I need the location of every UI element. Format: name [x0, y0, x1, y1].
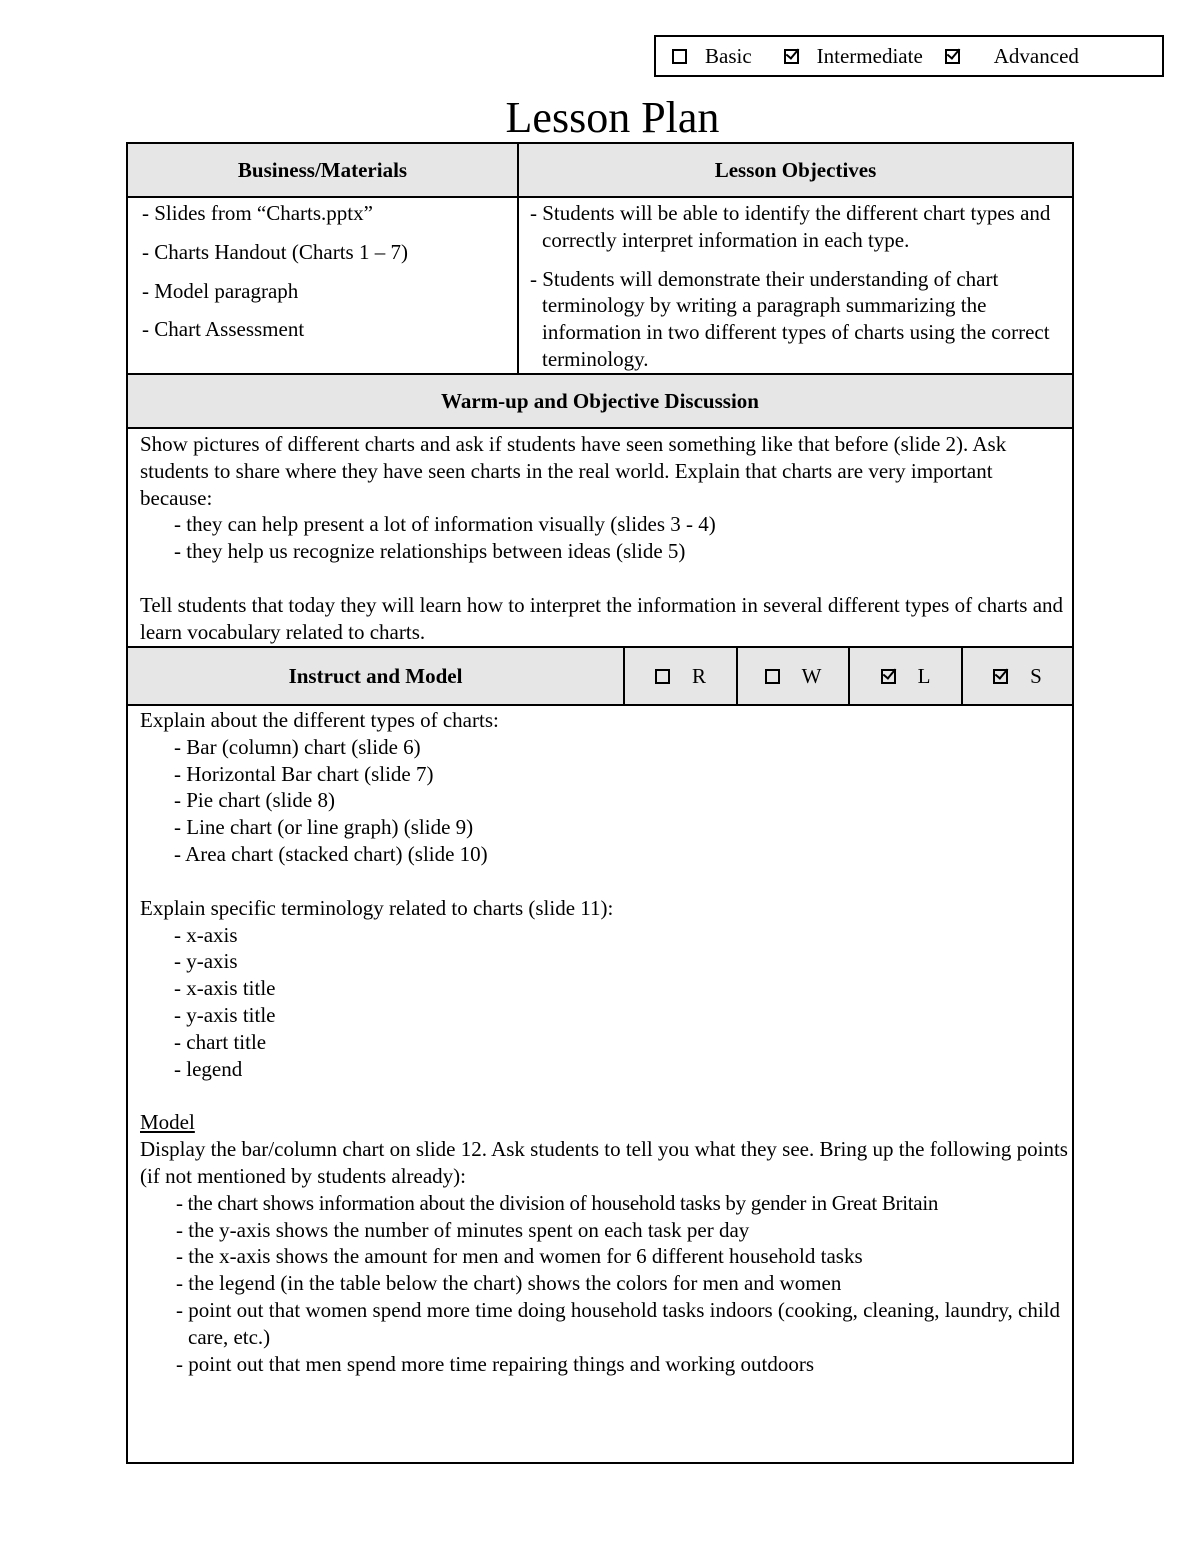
warmup-header: Warm-up and Objective Discussion	[128, 375, 1072, 427]
lesson-plan-table	[126, 142, 1074, 1464]
warmup-content	[140, 431, 1065, 646]
lesson-objectives-header: Lesson Objectives	[519, 144, 1072, 196]
skill-label: W	[801, 663, 822, 688]
instruct-model-header: Instruct and Model	[128, 648, 623, 704]
list-item: - Charts Handout (Charts 1 – 7)	[142, 239, 408, 264]
skill-speaking[interactable]	[963, 648, 1072, 704]
list-item: - the y-axis shows the number of minutes spent on each task per day	[176, 1217, 750, 1242]
skill-level-box	[654, 35, 1164, 77]
list-item: - point out that men spend more time repairing things and working outdoors	[176, 1351, 815, 1376]
list-item: - Pie chart (slide 8)	[174, 788, 335, 813]
list-item: - point out that women spend more time doing household tasks indoors (cooking, cleaning, laundry, child care, etc.)	[176, 1297, 1060, 1349]
skill-label: S	[1030, 663, 1042, 688]
list-item: - Line chart (or line graph) (slide 9)	[174, 815, 474, 840]
list-item: - the legend (in the table below the chart) shows the colors for men and women	[176, 1271, 842, 1296]
types-intro: Explain about the different types of charts:	[140, 708, 499, 732]
business-materials-header: Business/Materials	[128, 144, 517, 196]
list-item: - y-axis title	[174, 1002, 276, 1027]
checkbox-icon[interactable]	[881, 669, 896, 684]
list-item: - Students will demonstrate their understanding of chart terminology by writing a paragraph summarizing the information in two different types of charts using the correct terminology.	[530, 266, 1050, 371]
skill-label: R	[691, 663, 706, 688]
list-item: - x-axis	[174, 922, 238, 947]
instruct-content	[140, 707, 1068, 1377]
checkbox-icon[interactable]	[765, 669, 780, 684]
level-label: Basic	[705, 43, 752, 68]
checkbox-icon[interactable]	[993, 669, 1008, 684]
list-item: - Students will be able to identify the different chart types and correctly interpret information in each type.	[530, 201, 1051, 252]
list-item: - they help us recognize relationships between ideas (slide 5)	[174, 539, 686, 564]
warmup-intro: Show pictures of different charts and ask if students have seen something like that before (slide 2). Ask students to share where they have seen charts in the real world. Explain that charts are very important because:	[140, 432, 1007, 510]
list-item: - Chart Assessment	[142, 317, 305, 342]
level-intermediate[interactable]	[784, 44, 923, 69]
list-item: - Slides from “Charts.pptx”	[142, 201, 373, 225]
checkbox-icon[interactable]	[945, 49, 960, 64]
level-basic[interactable]	[672, 44, 752, 69]
checkbox-icon[interactable]	[784, 49, 799, 64]
list-item: - Area chart (stacked chart) (slide 10)	[174, 841, 488, 866]
list-item: - chart title	[174, 1029, 267, 1054]
list-item: - they can help present a lot of information visually (slides 3 - 4)	[174, 512, 716, 537]
list-item: - legend	[174, 1056, 243, 1081]
skill-writing[interactable]	[738, 648, 848, 704]
level-label: Advanced	[993, 43, 1079, 68]
list-item: - the x-axis shows the amount for men and women for 6 different household tasks	[176, 1244, 863, 1269]
page-title: Lesson Plan	[505, 93, 720, 142]
model-heading: Model	[140, 1110, 195, 1135]
list-item: - the chart shows information about the division of household tasks by gender in Great Britain	[176, 1190, 939, 1215]
list-item: - Model paragraph	[142, 278, 299, 303]
level-label: Intermediate	[816, 43, 923, 68]
list-item: - y-axis	[174, 949, 238, 974]
skill-reading[interactable]	[625, 648, 736, 704]
business-materials-list	[142, 200, 512, 343]
list-item: - x-axis title	[174, 976, 276, 1001]
skill-listening[interactable]	[850, 648, 961, 704]
list-item: - Horizontal Bar chart (slide 7)	[174, 761, 434, 786]
level-advanced[interactable]	[945, 44, 1079, 69]
list-item: - Bar (column) chart (slide 6)	[174, 734, 421, 759]
skill-label: L	[917, 663, 931, 688]
lesson-objectives-list	[530, 200, 1064, 373]
checkbox-icon[interactable]	[672, 49, 687, 64]
terms-intro: Explain specific terminology related to charts (slide 11):	[140, 895, 614, 920]
checkbox-icon[interactable]	[655, 669, 670, 684]
warmup-closing: Tell students that today they will learn how to interpret the information in several different types of charts and learn vocabulary related to charts.	[140, 592, 1064, 644]
model-intro: Display the bar/column chart on slide 12. Ask students to tell you what they see. Bring up the following points (if not mentioned by students already):	[140, 1137, 1068, 1188]
